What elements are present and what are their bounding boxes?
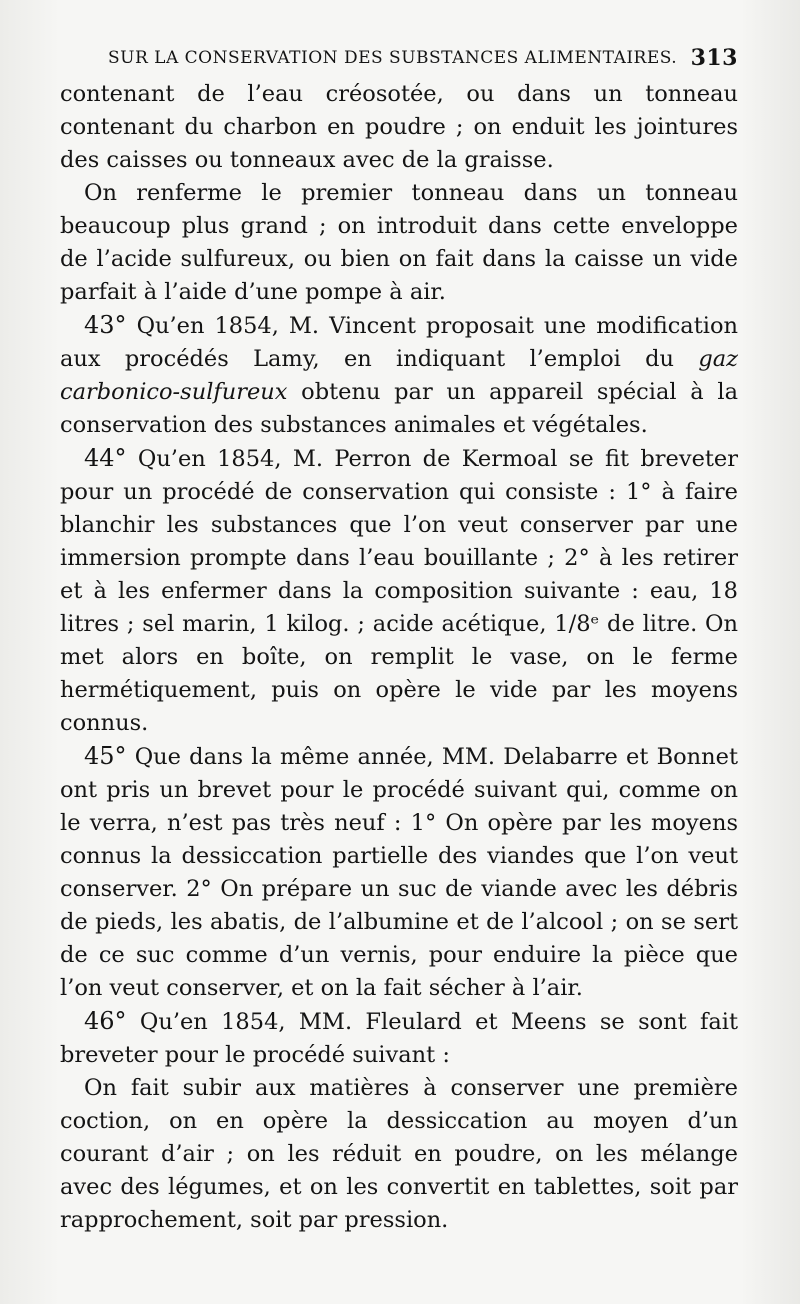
paragraph-text: contenant de l’eau créosotée, ou dans un tonneau contenant du charbon en poudre ; on enduit les jointures des caisses ou tonneaux avec de la graisse. — [60, 81, 738, 173]
paragraph-number: 44° — [84, 444, 127, 472]
paragraph-text: Que dans la même année, MM. Delabarre et Bonnet ont pris un brevet pour le procédé suivant qui, comme on le verra, n’est pas très neuf : 1° On opère par les moyens connus la dessiccation partielle des viandes que l’on veut conserver. 2° On prépare un suc de viande avec les débris de pieds, les abatis, de l’albumine et de l’alcool ; on se sert de ce suc comme d’un vernis, pour enduire la pièce que l’on veut conserver, et on la fait sécher à l’air. — [60, 744, 739, 1001]
paragraph-continuation — [60, 78, 738, 177]
paragraph-text-after-italic: obtenu par un appareil spécial à la conservation des substances animales et végétales. — [60, 379, 738, 438]
italic-term: gaz carbonico-sulfureux — [60, 346, 738, 405]
paragraph-text-before-italic: Qu’en 1854, M. Vincent proposait une modification aux procédés Lamy, en indiquant l’emploi du — [60, 313, 738, 372]
paragraph-second-cask — [60, 177, 738, 309]
paragraph-43 — [60, 309, 738, 442]
paragraph-44 — [60, 442, 738, 740]
running-title: SUR LA CONSERVATION DES SUBSTANCES ALIMENTAIRES. — [108, 48, 678, 68]
paragraph-text: Qu’en 1854, MM. Fleulard et Meens se sont fait breveter pour le procédé suivant : — [60, 1009, 739, 1068]
page-number: 313 — [690, 45, 738, 71]
page-header — [108, 40, 738, 74]
body-text — [60, 78, 738, 1237]
paragraph-number: 46° — [84, 1007, 127, 1035]
paragraph-text: On fait subir aux matières à conserver une première coction, on en opère la dessiccation au moyen d’un courant d’air ; on les réduit en poudre, on les mélange avec des légumes, et on les convertit en tablettes, soit par rapprochement, soit par pression. — [60, 1075, 738, 1233]
paragraph-procedure — [60, 1072, 738, 1237]
paragraph-number: 45° — [84, 742, 127, 770]
paragraph-46 — [60, 1005, 738, 1072]
paragraph-text: On renferme le premier tonneau dans un tonneau beaucoup plus grand ; on introduit dans cette enveloppe de l’acide sulfureux, ou bien on fait dans la caisse un vide parfait à l’aide d’une pompe à air. — [60, 180, 738, 305]
paragraph-45 — [60, 740, 738, 1005]
paragraph-text: Qu’en 1854, M. Perron de Kermoal se fit breveter pour un procédé de conservation qui consiste : 1° à faire blanchir les substances que l’on veut conserver par une immersion prompte dans l’eau bouillante ; 2° à les retirer et à les enfermer dans la composition suivante : eau, 18 litres ; sel marin, 1 kilog. ; acide acétique, 1/8ᵉ de litre. On met alors en boîte, on remplit le vase, on le ferme hermétiquement, puis on opère le vide par les moyens connus. — [60, 446, 738, 736]
paragraph-number: 43° — [84, 311, 127, 339]
